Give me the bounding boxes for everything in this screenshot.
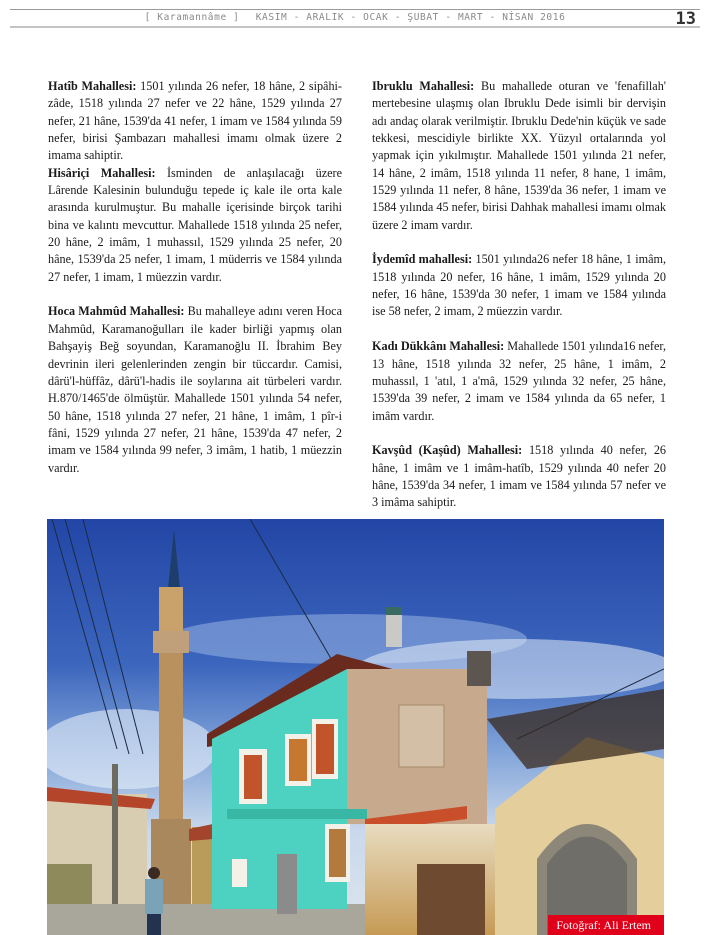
paragraph-iydemid <box>372 251 666 320</box>
paragraph-heading: Hatîb Mahallesi: <box>48 79 137 93</box>
photo-illustration <box>47 519 664 935</box>
paragraph-text: 1518 yılında 40 nefer, 26 hâne, 1 imâm ve 1 imâm-hatîb, 1529 yılında 40 nefer 20 hâne, 1539'da 34 nefer, 1 imam ve 1584 yılında 57 nefer ve 3 imâma sahiptir. <box>372 443 667 510</box>
paragraph-text: 1501 yılında 26 nefer, 18 hâne, 2 sipâhi-zâde, 1518 yılında 27 nefer ve 22 hâne, 1529 yılında 27 nefer, 21 hâne, 1539'da 41 nefer, 1 imam ve 1584 yılında 59 nefer, birisi Şambazarı mahallesi imamı olmak üzere 2 imama sahiptir. <box>48 79 342 163</box>
paragraph-heading: Kavşûd (Kaşûd) Mahallesi: <box>372 443 523 458</box>
magazine-name: [ Karamannâme ] <box>144 12 240 23</box>
issue-date: KASIM - ARALIK - OCAK - ŞUBAT - MART - NİSAN 2016 <box>255 12 566 23</box>
right-column <box>372 78 666 512</box>
street-photo <box>47 519 664 935</box>
paragraph-hoca-mahmud <box>48 303 342 476</box>
paragraph-text: Bu mahallede oturan ve 'fenafillah' mertebesine ulaşmış olan Ibruklu Dede isimli bir dervişin adı andaç olarak verilmiştir. Ibruklu Dede'nin küçük ve sade tekkesi, mescidiyle birlikte XX. Yüzyıl ortalarında yol yapmak için yıkılmıştır. Mahallede 1501 yılında 21 nefer, 14 hâne, 2 imâm, 1518 yılında 11 nefer, 8 hane, 1 imâm, 1529 yılında 11 nefer, 8 hâne, 1539'da 36 nefer, 1 imam ve 1584 yılında 45 nefer, birisi Dahhak mahallesi imamı olmak üzere 2 imam vardır. <box>372 79 666 232</box>
page-number: 13 <box>675 9 696 29</box>
paragraph-ibruklu <box>372 78 666 234</box>
paragraph-hisarici <box>48 165 342 286</box>
paragraph-text: Bu mahalleye adını veren Hoca Mahmûd, Karamanoğulları ile kader birliği yapmış olan Bahşayiş Beğ soyundan, Karamanoğlu II. İbrahim Bey devrinin ileri gelenlerinden zengin bir tüccardır. Camisi, dârü'l-hüffâz, dârü'l-hadis ile soylarına ait türbeleri vardır. H.870/1465'de ölmüştür. Mahallede 1501 yılında 54 nefer, 50 hâne, 1518 yılında 27 nefer, 21 hâne, 1 imâm, 1 pîr-i fâni, 1529 yılında 27 nefer, 21 hâne, 1539'da 47 nefer, 2 imam ve 1584 yılında 99 nefer, 3 imâm, 1 hatib, 1 müezzin vardır. <box>48 304 343 475</box>
paragraph-hatib <box>48 78 342 165</box>
paragraph-text: 1501 yılında26 nefer 18 hâne, 1 imâm, 1518 yılında 20 nefer, 16 hâne, 1 imâm, 1529 yılında 20 nefer, 16 hâne, 1539'da 30 nefer, 1 imam ve 1584 yılında ise 58 nefer, 2 imam, 2 müezzin vardır. <box>372 252 667 319</box>
paragraph-text: İsminden de anlaşılacağı üzere Lârende Kalesinin bulunduğu tepede iç kale ile orta kale arasında kurulmuştur. Bu mahalle içerisinde birçok tarihi bina ve kalıntı mevcuttur. Mahallede 1518 yılında 25 nefer, 20 hâne, 2 imâm, 1 muhassıl, 1529 yılında 25 nefer, 20 hâne, 1539'da 25 nefer, 1 imam, 1 müderris ve 1584 yılında 27 nefer, 1 imam, 1 müezzin vardır. <box>48 165 343 284</box>
paragraph-heading: İydemîd mahallesi: <box>372 252 473 267</box>
photo-credit: Fotoğraf: Ali Ertem <box>548 915 664 935</box>
paragraph-kavsud <box>372 442 666 511</box>
paragraph-heading: Hoca Mahmûd Mahallesi: <box>48 304 185 319</box>
left-column <box>48 78 342 477</box>
paragraph-heading: Ibruklu Mahallesi: <box>372 79 475 93</box>
paragraph-heading: Kadı Dükkânı Mahallesi: <box>372 339 505 354</box>
page-header <box>10 9 700 28</box>
paragraph-kadi-dukkani <box>372 338 666 425</box>
running-title <box>10 12 700 23</box>
paragraph-text: Mahallede 1501 yılında16 nefer, 13 hâne, 1518 yılında 32 nefer, 25 hâne, 1 imâm, 2 muhassıl, 1 'atıl, 1 a'mâ, 1529 yılında 32 nefer, 25 hâne, 1539'da 39 nefer, 2 imam ve 1584 yılında da 65 nefer, 1 imâm vardır. <box>372 339 666 423</box>
paragraph-heading: Hisâriçi Mahallesi: <box>48 165 156 180</box>
